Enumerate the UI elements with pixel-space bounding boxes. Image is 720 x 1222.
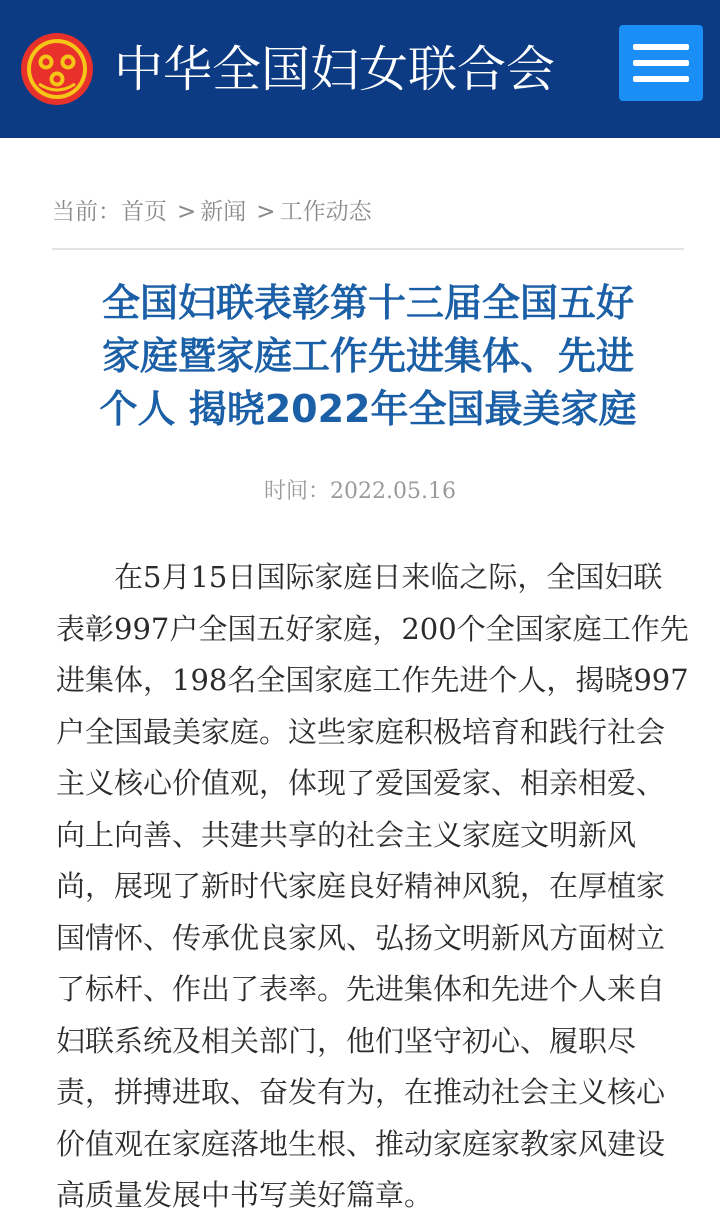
publish-time-label: 时间： [264,479,331,504]
breadcrumb-separator: > [256,199,276,225]
article-body-line: 价值观在家庭落地生根、推动家庭家教家风建设 [56,1126,666,1161]
article-title-line: 全国妇联表彰第十三届全国五好 [101,281,634,325]
breadcrumb-item-work-updates[interactable]: 工作动态 [279,199,372,225]
article-body-line: 高质量发展中书写美好篇章。 [56,1178,434,1212]
article-body-line: 尚，展现了新时代家庭良好精神风貌，在厚植家 [56,869,666,903]
article-body-line: 进集体，198名全国家庭工作先进个人，揭晓997 [56,663,689,697]
article-body-line: 表彰997户全国五好家庭，200个全国家庭工作先 [56,611,689,646]
article-body-line: 向上向善、共建共享的社会主义家庭文明新风 [56,817,637,852]
menu-button[interactable] [619,25,703,101]
article-body-line: 在5月15日国际家庭日来临之际，全国妇联 [56,560,663,594]
hamburger-menu-icon-bar [633,60,689,66]
publish-time-value: 2022.05.16 [330,479,456,504]
breadcrumb [52,193,372,231]
article-body-line: 主义核心价值观，体现了爱国爱家、相亲相爱、 [56,766,666,800]
breadcrumb-separator: > [177,199,197,225]
hamburger-menu-icon [633,44,689,50]
article-body-line: 了标杆、作出了表率。先进集体和先进个人来自 [56,972,666,1006]
article-body-line: 妇联系统及相关部门，他们坚守初心、履职尽 [56,1023,637,1058]
site-header [0,0,720,138]
article-title [52,277,684,436]
article-body [56,552,689,1222]
article-body-line: 责，拼搏进取、奋发有为，在推动社会主义核心 [56,1075,666,1109]
breadcrumb-prefix: 当前： [52,199,121,225]
breadcrumb-item-news[interactable]: 新闻 [200,199,247,225]
article-title-line: 个人 揭晓2022年全国最美家庭 [99,387,637,431]
article-body-line: 国情怀、传承优良家风、弘扬文明新风方面树立 [56,920,666,955]
breadcrumb-item-home[interactable]: 首页 [121,199,167,225]
breadcrumb-divider [52,248,684,250]
womens-federation-emblem-icon[interactable] [20,32,94,106]
publish-time [0,474,720,510]
article-title-line: 家庭暨家庭工作先进集体、先进 [101,334,634,378]
site-title[interactable]: 中华全国妇女联合会 [114,41,556,98]
hamburger-menu-icon-bar [633,76,689,82]
article-body-line: 户全国最美家庭。这些家庭积极培育和践行社会 [56,714,666,749]
